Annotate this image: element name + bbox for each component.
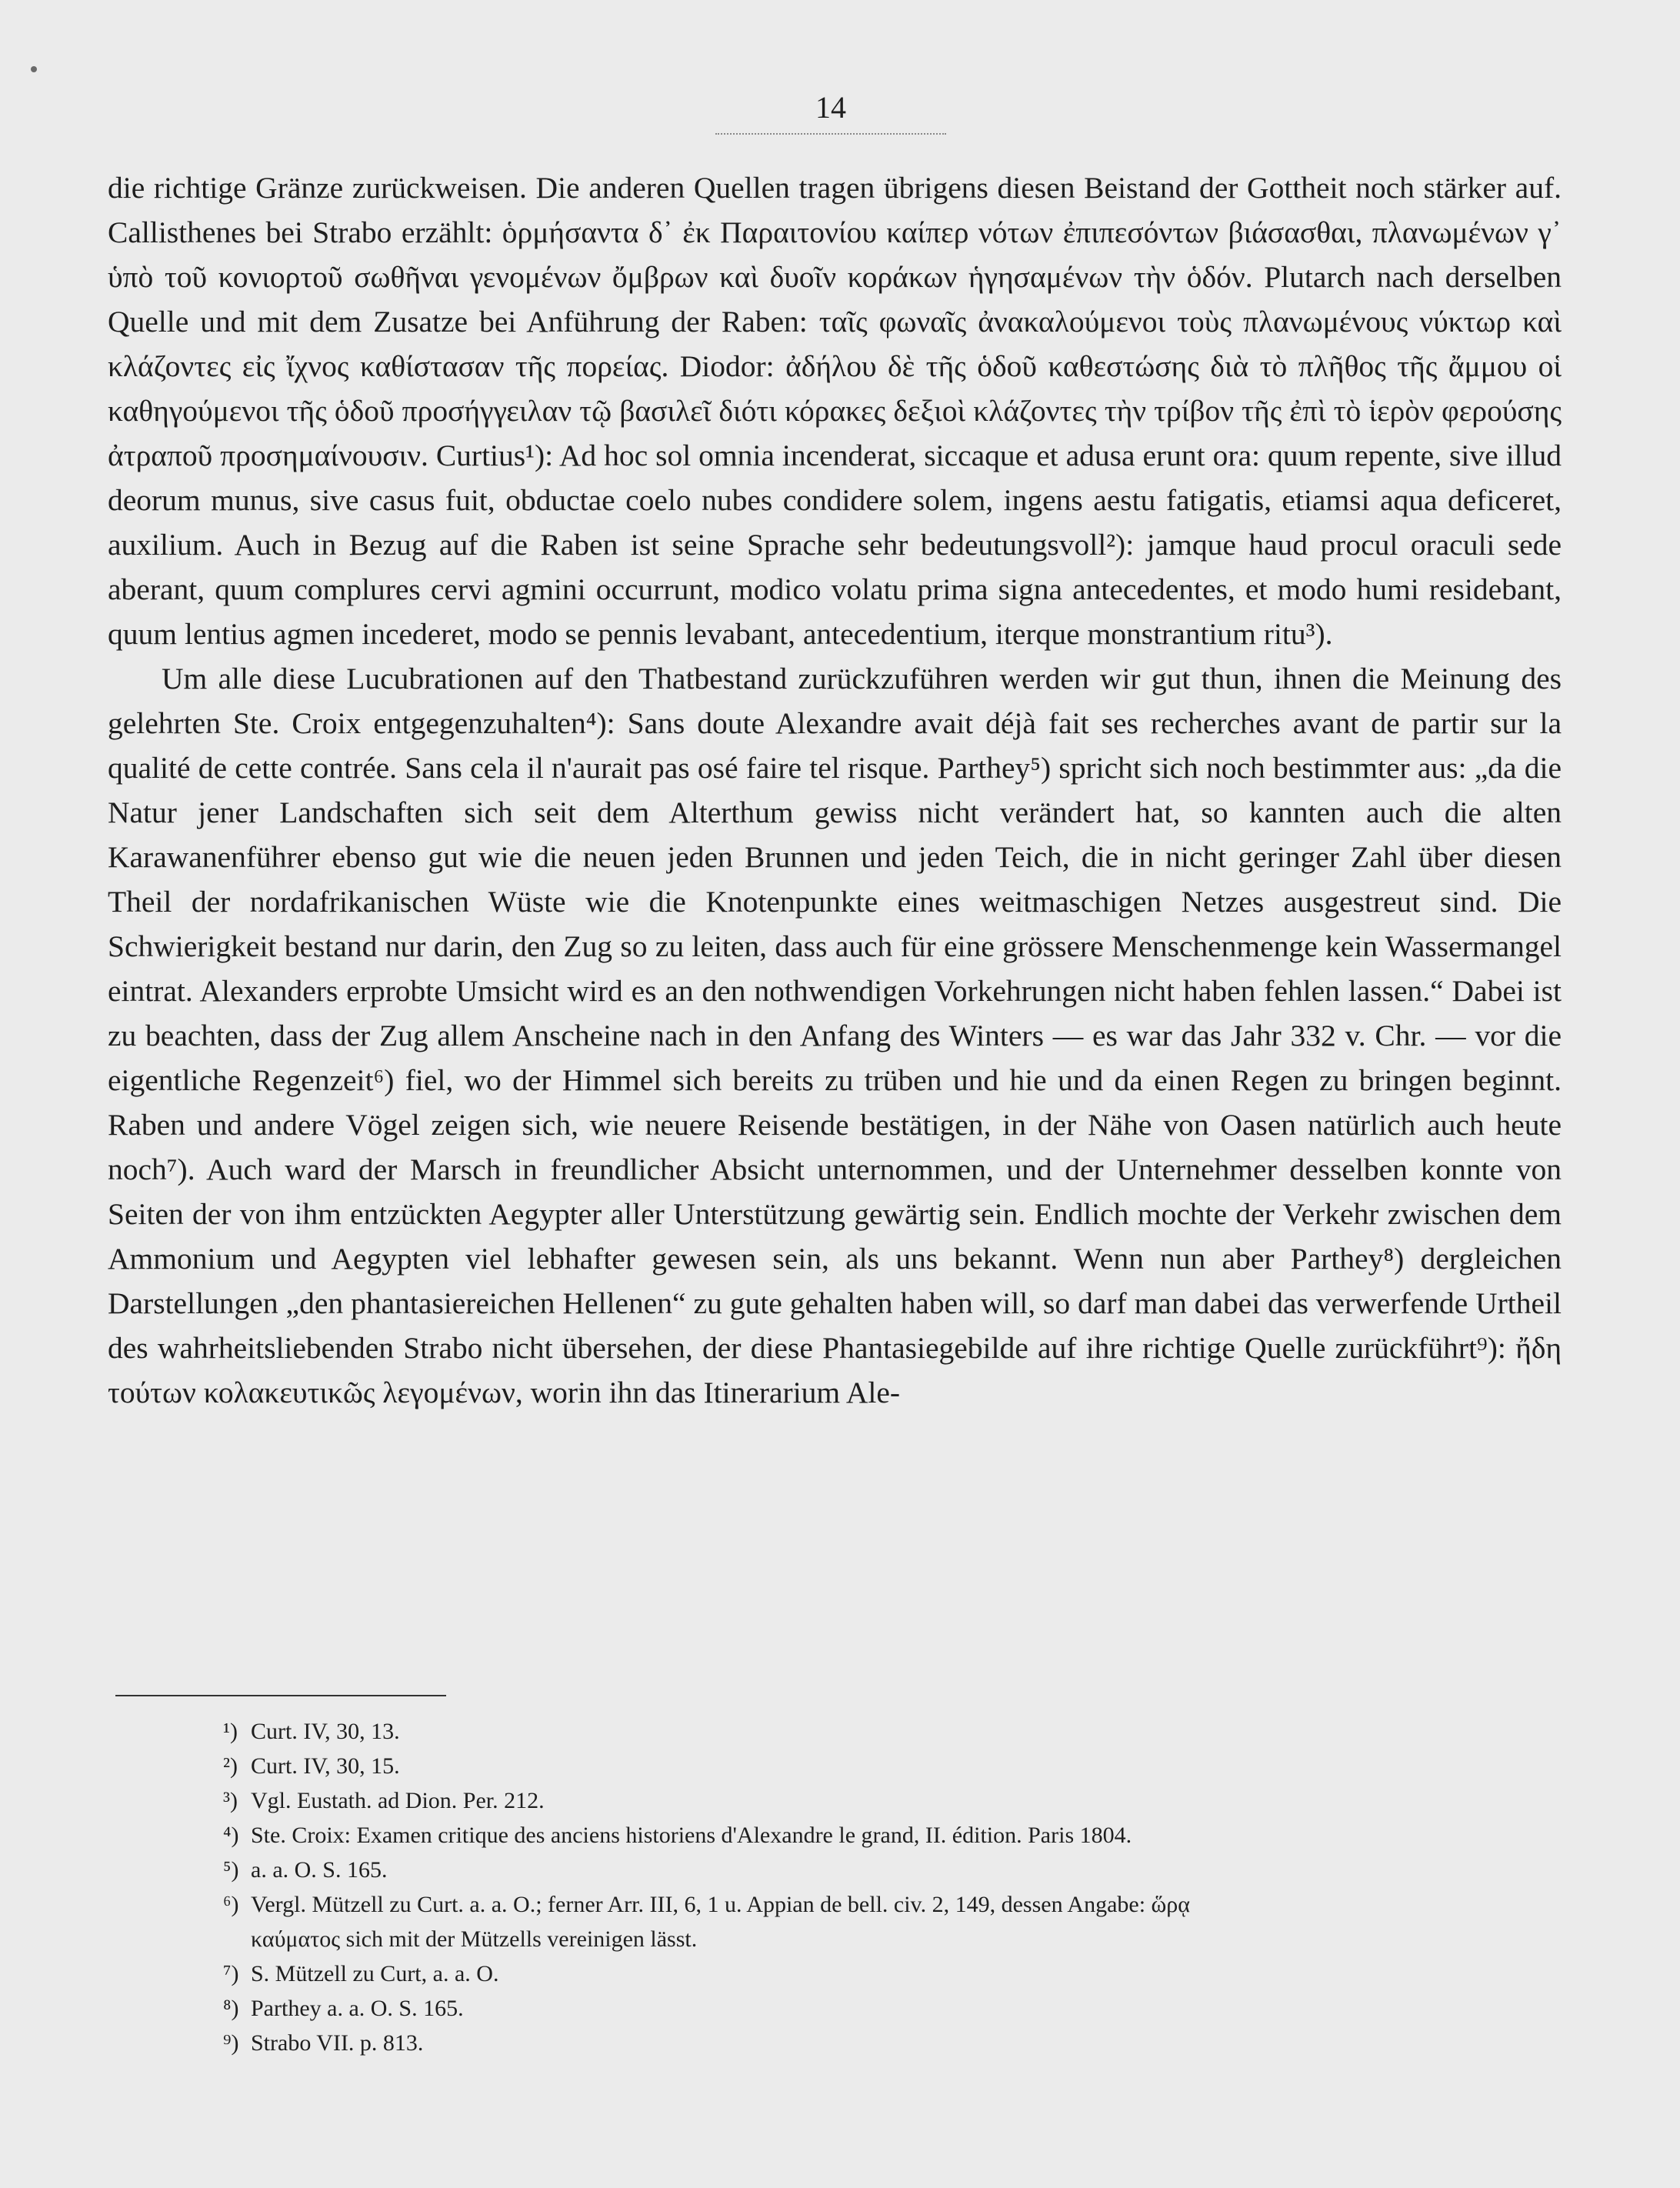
footnote-text: a. a. O. S. 165.	[251, 1857, 388, 1883]
footnote-4	[223, 1818, 1562, 1853]
footnote-mark: ¹)	[223, 1719, 238, 1744]
body-text	[108, 165, 1562, 1415]
footnote-7	[223, 1956, 1562, 1991]
footnote-rule	[115, 1695, 446, 1696]
paragraph-1: die richtige Gränze zurückweisen. Die anderen Quellen tragen übrigens diesen Beistand der Gottheit noch stärker auf. Callisthenes bei Strabo erzählt: ὁρμήσαντα δ᾽ ἐκ Παραιτονίου καίπερ νότων ἐπιπεσόντων βιάσασθαι, πλανωμένων γ᾽ ὑπὸ τοῦ κονιορτοῦ σωθῆναι γενομένων ὄμβρων καὶ δυοῖν κοράκων ἡγησαμένων τὴν ὁδόν. Plutarch nach derselben Quelle und mit dem Zusatze bei Anführung der Raben: ταῖς φωναῖς ἀνακαλούμενοι τοὺς πλανωμένους νύκτωρ καὶ κλάζοντες εἰς ἴχνος καθίστασαν τῆς πορείας. Diodor: ἀδήλου δὲ τῆς ὁδοῦ καθεστώσης διὰ τὸ πλῆθος τῆς ἄμμου οἱ καθηγούμενοι τῆς ὁδοῦ προσήγγειλαν τῷ βασιλεῖ διότι κόρακες δεξιοὶ κλάζοντες τὴν τρίβον τῆς ἐπὶ τὸ ἱερὸν φερούσης ἀτραποῦ προσημαίνουσιν. Curtius¹): Ad hoc sol omnia incenderat, siccaque et adusa erunt ora: quum repente, sive illud deorum munus, sive casus fuit, obductae coelo nubes condidere solem, ingens aestu fatigatis, etiamsi aqua deficeret, auxilium. Auch in Bezug auf die Raben ist seine Sprache sehr bedeutungsvoll²): jamque haud procul oraculi sede aberant, quum complures cervi agmini occurrunt, modico volatu prima signa antecedentes, et modo humi residebant, quum lentius agmen incederet, modo se pennis levabant, antecedentium, iterque monstrantium ritu³).	[108, 171, 1562, 651]
scan-speck	[31, 66, 37, 72]
footnote-text: Ste. Croix: Examen critique des anciens historiens d'Alexandre le grand, II. édition. Paris 1804.	[251, 1823, 1132, 1848]
footnote-2	[223, 1749, 1562, 1783]
footnote-mark: ⁸)	[223, 1996, 239, 2021]
footnote-text: S. Mützell zu Curt, a. a. O.	[251, 1961, 499, 1986]
footnote-text: Vergl. Mützell zu Curt. a. a. O.; ferner Arr. III, 6, 1 u. Appian de bell. civ. 2, 149, dessen Angabe: ὥρᾳ	[251, 1892, 1190, 1917]
header-rule	[715, 133, 946, 135]
footnote-text: Curt. IV, 30, 13.	[251, 1719, 400, 1744]
footnote-continuation: καύματος sich mit der Mützells vereinigen lässt.	[251, 1926, 698, 1952]
footnote-8	[223, 1991, 1562, 2026]
footnote-mark: ²)	[223, 1753, 238, 1779]
footnote-mark: ⁴)	[223, 1823, 239, 1848]
footnote-mark: ⁹)	[223, 2030, 239, 2056]
page-number: 14	[815, 90, 846, 125]
footnote-1	[223, 1714, 1562, 1749]
footnote-9	[223, 2026, 1562, 2060]
footnote-3	[223, 1783, 1562, 1818]
paragraph-2: Um alle diese Lucubrationen auf den Thatbestand zurückzuführen werden wir gut thun, ihnen die Meinung des gelehrten Ste. Croix entgegenzuhalten⁴): Sans doute Alexandre avait déjà fait ses recherches avant de partir sur la qualité de cette contrée. Sans cela il n'aurait pas osé faire tel risque. Parthey⁵) spricht sich noch bestimmter aus: „da die Natur jener Landschaften sich seit dem Alterthum gewiss nicht verändert hat, so kannten auch die alten Karawanenführer ebenso gut wie die neuen jeden Brunnen und jeden Teich, die in nicht geringer Zahl über diesen Theil der nordafrikanischen Wüste wie die Knotenpunkte eines weitmaschigen Netzes ausgestreut sind. Die Schwierigkeit bestand nur darin, den Zug so zu leiten, dass auch für eine grössere Menschenmenge kein Wassermangel eintrat. Alexanders erprobte Umsicht wird es an den nothwendigen Vorkehrungen nicht haben fehlen lassen.“ Dabei ist zu beachten, dass der Zug allem Anscheine nach in den Anfang des Winters — es war das Jahr 332 v. Chr. — vor die eigentliche Regenzeit⁶) fiel, wo der Himmel sich bereits zu trüben und hie und da einen Regen zu bringen beginnt. Raben und andere Vögel zeigen sich, wie neuere Reisende bestätigen, in der Nähe von Oasen natürlich auch heute noch⁷). Auch ward der Marsch in freundlicher Absicht unternommen, und der Unternehmer desselben konnte von Seiten der von ihm entzückten Aegypter aller Unterstützung gewärtig sein. Endlich mochte der Verkehr zwischen dem Ammonium und Aegypten viel lebhafter gewesen sein, als uns bekannt. Wenn nun aber Parthey⁸) dergleichen Darstellungen „den phantasiereichen Hellenen“ zu gute gehalten haben will, so darf man dabei das verwerfende Urtheil des wahrheitsliebenden Strabo nicht übersehen, der diese Phantasiegebilde auf ihre richtige Quelle zurückführt⁹): ἤδη τούτων κολακευτικῶς λεγομένων, worin ihn das Itinerarium Ale-	[108, 662, 1562, 1409]
footnote-mark: ⁵)	[223, 1857, 239, 1883]
footnote-text: Vgl. Eustath. ad Dion. Per. 212.	[251, 1788, 545, 1813]
footnote-text: Parthey a. a. O. S. 165.	[251, 1996, 464, 2021]
footnote-mark: ³)	[223, 1788, 238, 1813]
footnote-mark: ⁶)	[223, 1892, 239, 1917]
footnote-6	[223, 1887, 1562, 1956]
footnote-5	[223, 1853, 1562, 1887]
footnote-mark: ⁷)	[223, 1961, 239, 1986]
footnotes	[223, 1714, 1562, 2060]
footnote-text: Curt. IV, 30, 15.	[251, 1753, 400, 1779]
footnote-text: Strabo VII. p. 813.	[251, 2030, 424, 2056]
